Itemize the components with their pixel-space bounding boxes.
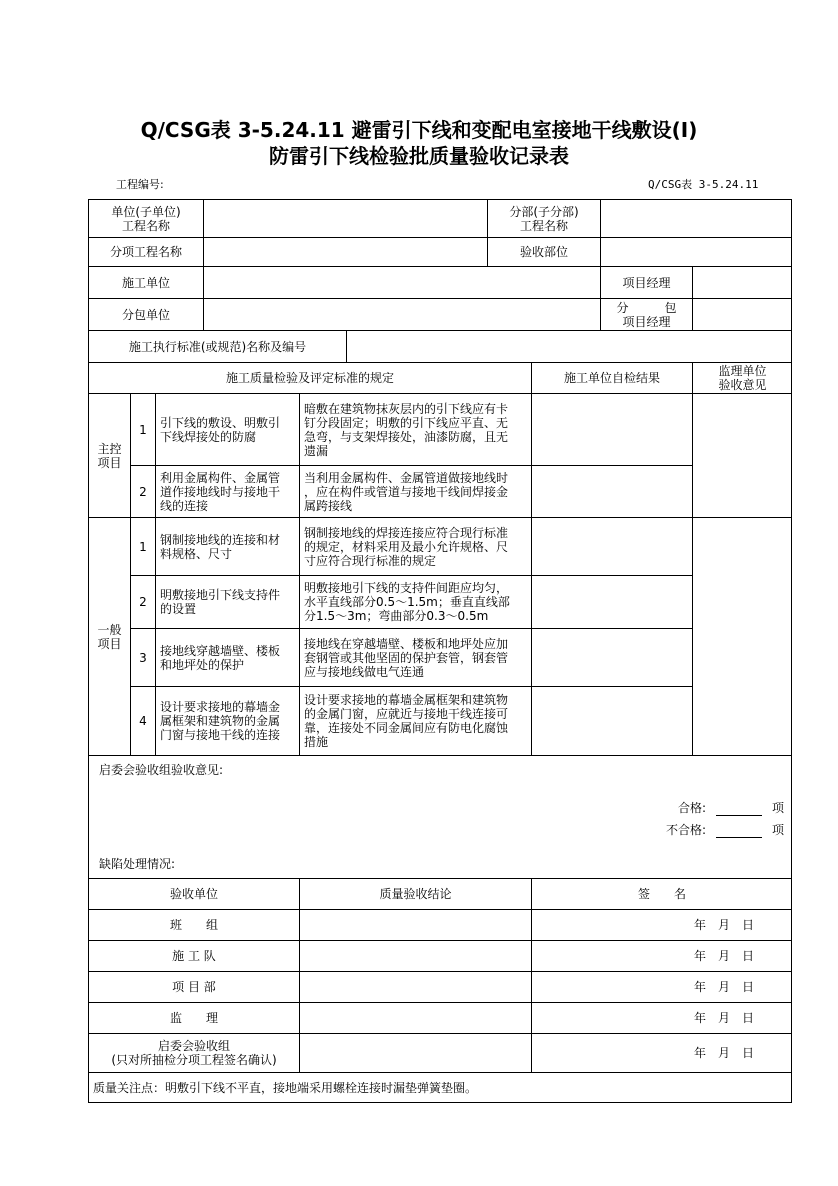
item-spec xyxy=(299,517,531,575)
title-line-2: 防雷引下线检验批质量验收记录表 xyxy=(269,144,569,168)
committee-label: 启委会验收组 (只对所抽检分项工程签名确认) xyxy=(88,1033,299,1072)
item-spec xyxy=(299,686,531,755)
text-line: 下线焊接处的防腐 xyxy=(160,429,257,444)
text-line: 门窗与接地干线的连接 xyxy=(160,728,281,742)
text-line: 接地线在穿越墙壁、楼板和地坪处应加 xyxy=(304,636,509,651)
subcontractor-field[interactable] xyxy=(203,298,600,330)
text-line: 引下线的敷设、明敷引 xyxy=(160,415,281,430)
general-supervision-field[interactable] xyxy=(692,517,792,755)
sign-header: 签 名 xyxy=(531,878,792,909)
item-self-check-field[interactable] xyxy=(531,575,692,628)
item-spec xyxy=(299,393,531,465)
item-spec xyxy=(299,465,531,517)
item-name-field[interactable] xyxy=(203,237,487,266)
text-line: 套钢管或其他坚固的保护套管，钢套管 xyxy=(304,650,509,665)
title-line-1: Q/CSG表 3-5.24.11 避雷引下线和变配电室接地干线敷设(I) xyxy=(140,118,698,142)
item-number: 4 xyxy=(130,686,155,755)
self-check-column-header: 施工单位自检结果 xyxy=(531,362,692,393)
text-line: 水平直线部分0.5～1.5m；垂直直线部 xyxy=(304,595,510,609)
sub-name-label: 分部(子分部) 工程名称 xyxy=(487,199,600,237)
sub-pm-label: 分 包 项目经理 xyxy=(600,298,692,330)
text-line: 属跨接线 xyxy=(304,498,353,513)
committee-date[interactable]: 年 月 日 xyxy=(531,1033,792,1072)
sign-conclusion-header: 质量验收结论 xyxy=(299,878,531,909)
item-number: 2 xyxy=(130,465,155,517)
text-line: 遗漏 xyxy=(304,443,329,458)
text-line: 和地坪处的保护 xyxy=(160,657,245,672)
sign-unit-label: 监 理 xyxy=(88,1002,299,1033)
item-self-check-field[interactable] xyxy=(531,465,692,517)
text-line: 利用金属构件、金属管 xyxy=(160,470,281,485)
sub-name-field[interactable] xyxy=(600,199,792,237)
text-line: 的设置 xyxy=(160,602,197,616)
text-line: 设计要求接地的幕墙金 xyxy=(160,700,281,714)
general-group-label: 一般 项目 xyxy=(88,517,130,755)
opinion-label: 启委会验收组验收意见: xyxy=(99,763,224,777)
sign-date[interactable]: 年 月 日 xyxy=(531,909,792,940)
text-line: 暗敷在建筑物抹灰层内的引下线应有卡 xyxy=(304,401,509,416)
standard-label: 施工执行标准(或规范)名称及编号 xyxy=(88,330,346,362)
text-line: 急弯，与支架焊接处，油漆防腐，且无 xyxy=(304,429,509,444)
item-self-check-field[interactable] xyxy=(531,628,692,686)
text-line: 钢制接地线的焊接连接应符合现行标准 xyxy=(304,525,509,540)
text-line: 明敷接地引下线的支持件间距应均匀， xyxy=(304,581,509,595)
item-number: 1 xyxy=(130,517,155,575)
text-line: 分1.5～3m；弯曲部分0.3～0.5m xyxy=(304,609,489,623)
text-line: 应与接地线做电气连通 xyxy=(304,664,425,679)
item-name xyxy=(155,517,299,575)
sign-unit-label: 班 组 xyxy=(88,909,299,940)
spec-column-header: 施工质量检验及评定标准的规定 xyxy=(88,362,531,393)
pm-field[interactable] xyxy=(692,266,792,298)
text-line: 钉分段固定；明敷的引下线应平直、无 xyxy=(304,415,509,430)
item-name xyxy=(155,628,299,686)
text-line: 寸应符合现行标准的规定 xyxy=(304,553,437,568)
text-line: 靠，连接处不同金属间应有防电化腐蚀 xyxy=(304,721,509,735)
committee-conclusion-field[interactable] xyxy=(299,1033,531,1072)
sign-unit-label: 项 目 部 xyxy=(88,971,299,1002)
project-no-label: 工程编号: xyxy=(116,178,164,191)
text-line: 道作接地线时与接地干 xyxy=(160,484,281,499)
main-group-label: 主控 项目 xyxy=(88,393,130,517)
item-name-label: 分项工程名称 xyxy=(88,237,203,266)
main-supervision-field[interactable] xyxy=(692,393,792,517)
item-spec xyxy=(299,628,531,686)
pass-count[interactable]: 合格: 项 xyxy=(677,801,784,815)
quality-note: 质量关注点：明敷引下线不平直，接地端采用螺栓连接时漏垫弹簧垫圈。 xyxy=(88,1072,792,1103)
item-self-check-field[interactable] xyxy=(531,517,692,575)
text-line: 线的连接 xyxy=(160,498,209,513)
pm-label: 项目经理 xyxy=(600,266,692,298)
sign-conclusion-field[interactable] xyxy=(299,909,531,940)
item-name xyxy=(155,465,299,517)
constructor-field[interactable] xyxy=(203,266,600,298)
sign-conclusion-field[interactable] xyxy=(299,1002,531,1033)
unit-name-label: 单位(子单位) 工程名称 xyxy=(88,199,203,237)
sign-unit-label: 施 工 队 xyxy=(88,940,299,971)
sign-date[interactable]: 年 月 日 xyxy=(531,971,792,1002)
item-name xyxy=(155,575,299,628)
item-number: 2 xyxy=(130,575,155,628)
inspection-table xyxy=(88,199,792,1103)
item-self-check-field[interactable] xyxy=(531,686,692,755)
constructor-label: 施工单位 xyxy=(88,266,203,298)
item-spec xyxy=(299,575,531,628)
accept-part-label: 验收部位 xyxy=(487,237,600,266)
supervision-column-header: 监理单位 验收意见 xyxy=(692,362,792,393)
text-line: 设计要求接地的幕墙金属框架和建筑物 xyxy=(304,693,509,707)
sign-date[interactable]: 年 月 日 xyxy=(531,940,792,971)
text-line: 料规格、尺寸 xyxy=(160,546,233,561)
item-number: 1 xyxy=(130,393,155,465)
item-self-check-field[interactable] xyxy=(531,393,692,465)
text-line: 属框架和建筑物的金属 xyxy=(160,714,281,728)
sub-pm-field[interactable] xyxy=(692,298,792,330)
defects-label: 缺陷处理情况: xyxy=(99,857,176,871)
sign-conclusion-field[interactable] xyxy=(299,940,531,971)
item-name xyxy=(155,686,299,755)
text-line: 钢制接地线的连接和材 xyxy=(160,532,281,547)
subcontractor-label: 分包单位 xyxy=(88,298,203,330)
text-line: 措施 xyxy=(304,735,329,749)
item-number: 3 xyxy=(130,628,155,686)
text-line: 明敷接地引下线支持件 xyxy=(160,588,281,602)
sign-conclusion-field[interactable] xyxy=(299,971,531,1002)
opinion-section xyxy=(88,755,792,878)
text-line: 的规定，材料采用及最小允许规格、尺 xyxy=(304,539,509,554)
sign-date[interactable]: 年 月 日 xyxy=(531,1002,792,1033)
text-line: 的金属门窗，应就近与接地干线连接可 xyxy=(304,707,509,721)
sign-unit-header: 验收单位 xyxy=(88,878,299,909)
standard-field[interactable] xyxy=(346,330,792,362)
unit-name-field[interactable] xyxy=(203,199,487,237)
fail-count[interactable]: 不合格: 项 xyxy=(665,823,784,837)
accept-part-field[interactable] xyxy=(600,237,792,266)
text-line: 接地线穿越墙壁、楼板 xyxy=(160,643,281,658)
form-code: Q/CSG表 3-5.24.11 xyxy=(648,178,759,191)
text-line: 当利用金属构件、金属管道做接地线时 xyxy=(304,470,509,485)
text-line: ，应在构件或管道与接地干线间焊接金 xyxy=(304,484,509,499)
item-name xyxy=(155,393,299,465)
